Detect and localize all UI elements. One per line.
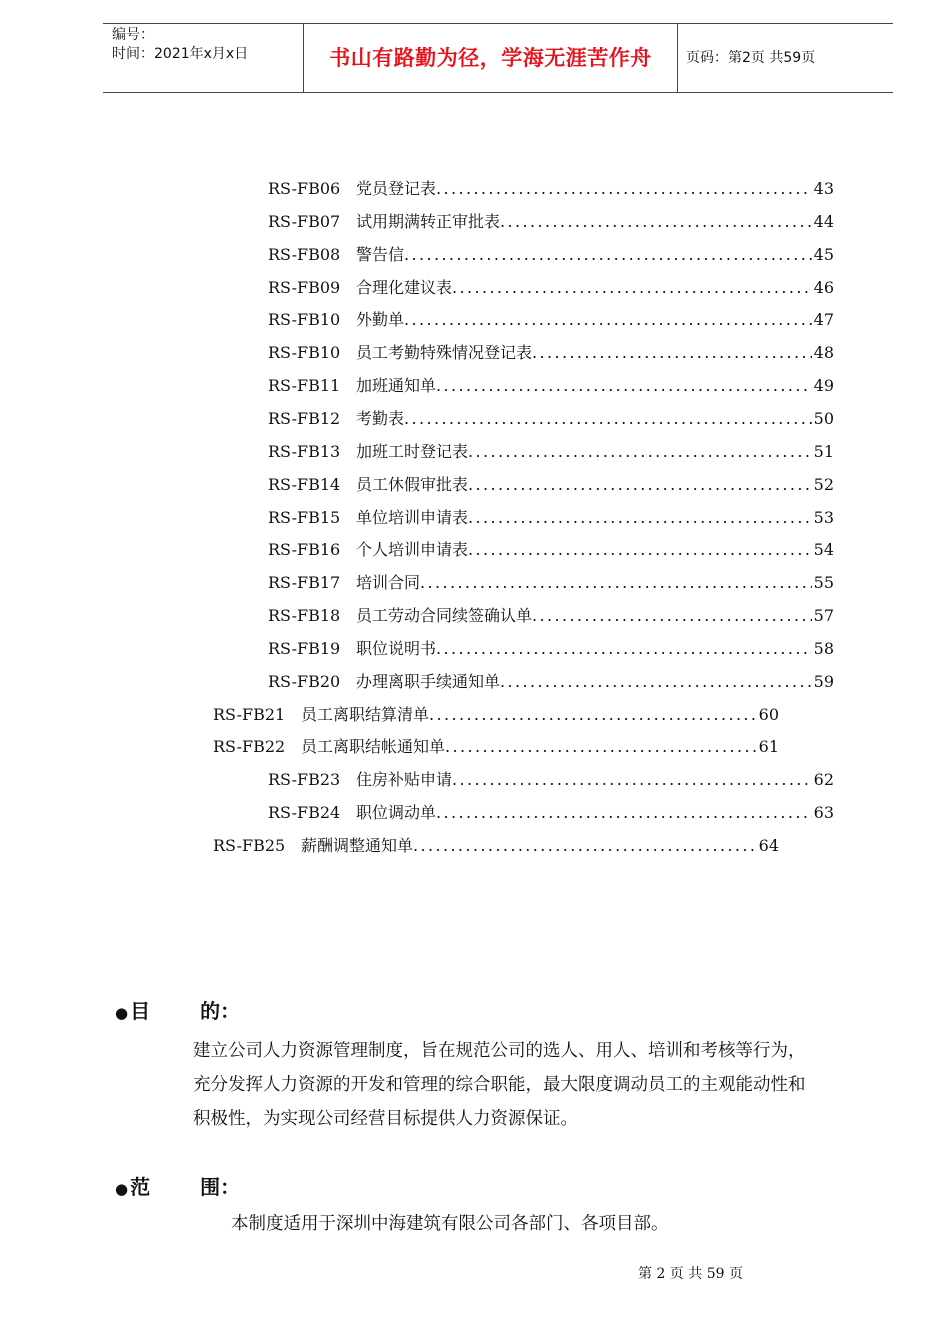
toc-page-number: 45	[813, 244, 834, 264]
toc-title: 职位调动单	[356, 803, 437, 823]
toc-code: RS-FB12	[268, 408, 341, 428]
toc-entry	[268, 177, 834, 201]
toc-page-number: 61	[758, 737, 779, 757]
toc-title: 员工考勤特殊情况登记表	[356, 343, 533, 363]
toc-title: 单位培训申请表	[356, 507, 469, 527]
toc-page-number: 55	[813, 573, 834, 593]
toc-title: 考勤表	[356, 408, 405, 428]
toc-entry	[268, 801, 834, 825]
toc-code: RS-FB10	[268, 343, 341, 363]
toc-leader-dots	[468, 440, 812, 464]
toc-code: RS-FB23	[268, 770, 341, 790]
bullet-icon: ●	[115, 1180, 129, 1198]
toc-leader-dots	[404, 308, 812, 332]
toc-code: RS-FB19	[268, 638, 341, 658]
toc-entry	[268, 374, 834, 398]
toc-code: RS-FB11	[268, 376, 341, 396]
toc-entry	[268, 210, 834, 234]
toc-leader-dots	[452, 276, 812, 300]
toc-code: RS-FB24	[268, 803, 341, 823]
toc-page-number: 51	[813, 441, 834, 461]
toc-entry	[268, 768, 834, 792]
scope-heading	[115, 1171, 240, 1200]
toc-entry	[268, 538, 834, 562]
toc-code: RS-FB21	[213, 704, 286, 724]
purpose-paragraph	[193, 1034, 806, 1136]
toc-code: RS-FB17	[268, 573, 341, 593]
toc-title: 加班工时登记表	[356, 441, 469, 461]
toc-code: RS-FB22	[213, 737, 286, 757]
toc-title: 试用期满转正审批表	[356, 211, 501, 231]
toc-code: RS-FB09	[268, 277, 341, 297]
toc-leader-dots	[404, 243, 812, 267]
toc-entry	[268, 604, 834, 628]
toc-leader-dots	[404, 407, 812, 431]
toc-title: 住房补贴申请	[356, 770, 453, 790]
toc-entry	[213, 703, 779, 727]
toc-leader-dots	[468, 506, 812, 530]
toc-page-number: 53	[813, 507, 834, 527]
toc-page-number: 59	[813, 671, 834, 691]
toc-entry	[268, 243, 834, 267]
toc-title: 员工休假审批表	[356, 474, 469, 494]
toc-entry	[268, 571, 834, 595]
toc-title: 职位说明书	[356, 638, 437, 658]
toc-leader-dots	[452, 768, 812, 792]
purpose-heading	[115, 995, 240, 1024]
toc-leader-dots	[436, 374, 812, 398]
scope-heading-b: 围：	[200, 1175, 241, 1199]
toc-code: RS-FB25	[213, 836, 286, 855]
toc-page-number: 63	[813, 803, 834, 823]
toc-leader-dots	[532, 341, 812, 365]
toc-entry	[268, 670, 834, 694]
purpose-heading-b: 的：	[200, 999, 241, 1023]
toc-leader-dots	[429, 703, 757, 727]
page-header	[103, 23, 893, 93]
toc-page-number: 43	[813, 179, 834, 198]
toc-code: RS-FB20	[268, 671, 341, 691]
purpose-line: 建立公司人力资源管理制度，旨在规范公司的选人、用人、培训和考核等行为，	[193, 1041, 806, 1061]
toc-entry	[268, 440, 834, 464]
toc-page-number: 44	[813, 211, 834, 231]
toc-page-number: 57	[813, 606, 834, 626]
toc-code: RS-FB15	[268, 507, 341, 527]
scope-heading-a: 范	[130, 1175, 151, 1199]
toc-page-number: 50	[813, 408, 834, 428]
toc-entry	[268, 407, 834, 431]
toc-title: 警告信	[356, 244, 405, 264]
toc-code: RS-FB13	[268, 441, 341, 461]
header-motto: 书山有路勤为径，学海无涯苦作舟	[304, 24, 678, 92]
toc-title: 薪酬调整通知单	[301, 836, 414, 855]
toc-leader-dots	[436, 177, 812, 201]
purpose-line: 积极性，为实现公司经营目标提供人力资源保证。	[193, 1109, 578, 1129]
toc-page-number: 64	[758, 836, 779, 855]
bullet-icon: ●	[115, 1004, 129, 1022]
toc-entry	[268, 341, 834, 365]
toc-title: 员工劳动合同续签确认单	[356, 606, 533, 626]
toc-leader-dots	[468, 538, 812, 562]
header-meta	[103, 24, 304, 92]
toc-title: 合理化建议表	[356, 277, 453, 297]
toc-leader-dots	[500, 210, 812, 234]
toc-entry	[268, 637, 834, 661]
toc-code: RS-FB14	[268, 474, 341, 494]
toc-entry	[268, 276, 834, 300]
toc-entry	[268, 506, 834, 530]
document-date: 时间：2021年x月x日	[112, 46, 249, 62]
toc-leader-dots	[445, 735, 757, 759]
scope-paragraph: 本制度适用于深圳中海建筑有限公司各部门、各项目部。	[231, 1214, 669, 1234]
toc-title: 外勤单	[356, 310, 405, 330]
toc-code: RS-FB16	[268, 540, 341, 560]
toc-page-number: 46	[813, 277, 834, 297]
document-number-label: 编号：	[112, 27, 154, 43]
toc-entry	[213, 735, 779, 759]
toc-title: 培训合同	[356, 573, 421, 593]
toc-title: 个人培训申请表	[356, 540, 469, 560]
toc-title: 员工离职结帐通知单	[301, 737, 446, 757]
toc-page-number: 52	[813, 474, 834, 494]
toc-title: 加班通知单	[356, 376, 437, 396]
toc-leader-dots	[532, 604, 812, 628]
toc-code: RS-FB08	[268, 244, 341, 264]
toc-title: 办理离职手续通知单	[356, 671, 501, 691]
toc-page-number: 62	[813, 770, 834, 790]
toc-title: 员工离职结算清单	[301, 704, 430, 724]
toc-page-number: 60	[758, 704, 779, 724]
toc-page-number: 58	[813, 638, 834, 658]
toc-page-number: 49	[813, 376, 834, 396]
toc-page-number: 47	[813, 310, 834, 330]
toc-page-number: 48	[813, 343, 834, 363]
purpose-heading-a: 目	[130, 999, 151, 1023]
toc-page-number: 54	[813, 540, 834, 560]
toc-code: RS-FB06	[268, 179, 341, 198]
toc-code: RS-FB18	[268, 606, 341, 626]
toc-leader-dots	[468, 473, 812, 497]
header-page-info: 页码：第2页 共59页	[686, 50, 816, 66]
toc-title: 党员登记表	[356, 179, 437, 198]
toc-entry	[268, 308, 834, 332]
toc-leader-dots	[436, 637, 812, 661]
toc-code: RS-FB07	[268, 211, 341, 231]
toc-entry	[268, 473, 834, 497]
toc-leader-dots	[420, 571, 812, 595]
toc-code: RS-FB10	[268, 310, 341, 330]
toc-leader-dots	[500, 670, 812, 694]
toc-entry	[213, 834, 779, 858]
toc-leader-dots	[413, 834, 757, 858]
toc-leader-dots	[436, 801, 812, 825]
page-footer: 第 2 页 共 59 页	[638, 1266, 743, 1282]
purpose-line: 充分发挥人力资源的开发和管理的综合职能，最大限度调动员工的主观能动性和	[193, 1075, 806, 1095]
